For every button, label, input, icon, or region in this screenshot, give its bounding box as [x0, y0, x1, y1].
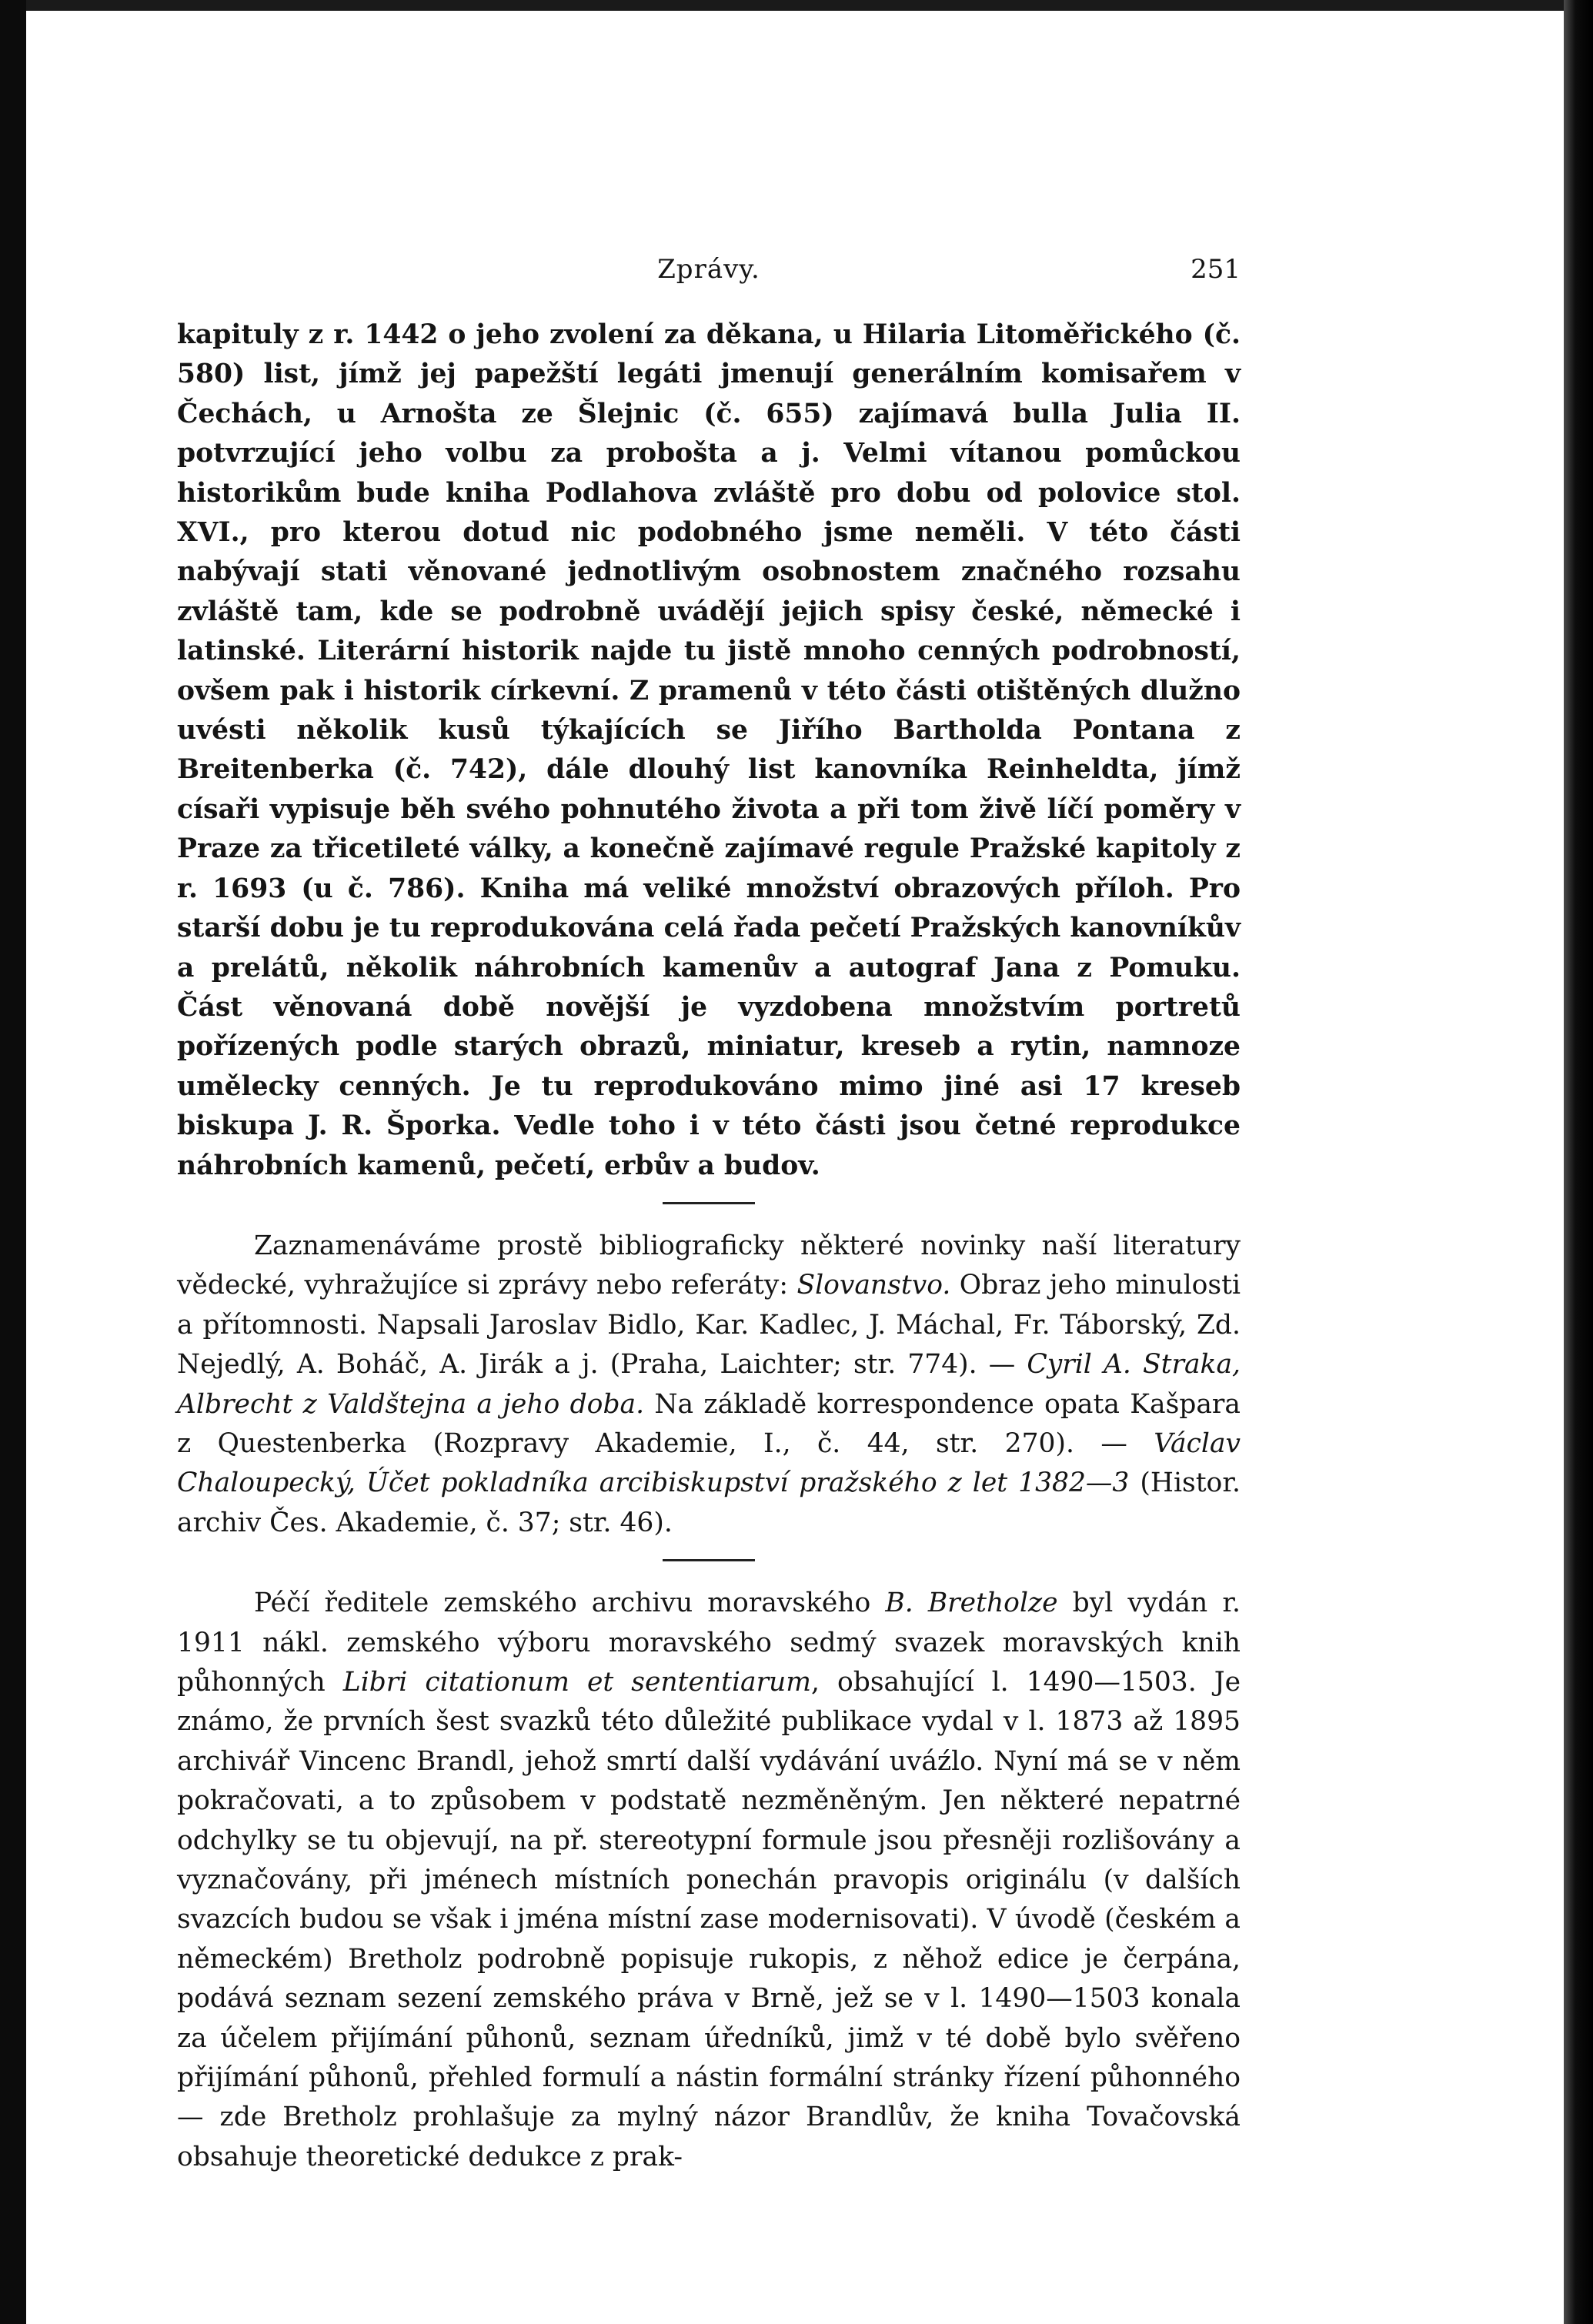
page-number: 251 — [1191, 254, 1241, 285]
section-divider — [663, 1559, 755, 1561]
text-segment: (Histor. archiv Čes. Akademie, č. 37; str. 46). — [177, 1468, 1241, 1538]
text-segment: byl vydán r. 1911 nákl. zemského výboru moravského sedmý svazek moravských knih půhonných — [177, 1588, 1241, 1698]
text-segment: Na základě korrespondence opata Kašpara z Questenberka (Rozpravy Akademie, I., č. 44, str. 270). — — [177, 1388, 1241, 1459]
paragraph-continuation — [177, 316, 1241, 1186]
text-segment: , obsahující l. 1490—1503. Je známo, že prvních šest svazků této důležité publikace vydal v l. 1873 až 1895 archivář Vincenc Brandl, jehož smrtí další vydávání uváźlo. Nyní má se v něm pokračovati, a to způsobem v podstatě nezměněným. Jen některé nepatrné odchylky se tu objevují, na př. stereotypní formule jsou přesněji rozlišovány a vyznačovány, při jménech místních ponechán pravopis originálu (v dalších svazcích budou se však i jména místní zase modernisovati). V úvodě (českém a německém) Bretholz podrobně popisuje rukopis, z něhož edice je čerpána, podává seznam sezení zemského práva v Brně, jež se v l. 1490—1503 konala za účelem přijímání půhonů, seznam úředníků, jimž v té době bylo svěřeno přijímání půhonů, přehled formulí a nástin formální stránky řízení půhonného — zde Bretholz prohlašuje za mylný názor Brandlův, že kniha Tovačovská obsahuje theoretické dedukce z prak- — [177, 1667, 1241, 2172]
page-body — [177, 316, 1241, 2177]
book-title-chaloupecky: Václav Chaloupecký, Účet pokladníka arcibiskupství pražského z let 1382—3 — [177, 1427, 1241, 1499]
paragraph-bibliography — [177, 1227, 1241, 1543]
text-segment: Péčí ředitele zemského archivu moravského — [254, 1588, 886, 1619]
section-divider — [663, 1202, 755, 1204]
scan-border-top — [0, 0, 1593, 11]
book-title-slovanstvo: Slovanstvo. — [796, 1270, 951, 1301]
scan-border-right — [1564, 0, 1593, 2324]
book-title-libri: Libri citationum et sententiarum — [342, 1667, 811, 1698]
text-segment: kapituly z r. 1442 o jeho zvolení za děkana, u Hilaria Litoměřického (č. 580) list, jímž jej papežští legáti jmenují generálním komisařem v Čechách, u Arnošta ze Šlejnic (č. 655) zajímavá bulla Julia II. potvrzující jeho volbu za proboštа a j. Velmi vítanou pomůckou historikům bude kniha Podlahova zvláště pro dobu od polovice stol. XVI., pro kterou dotud nic podobného jsme neměli. V této části nabývají stati věnované jednotlivým osobnostem značného rozsahu zvláště tam, kde se podrobně uvádějí jejich spisy české, německé i latinské. Literární historik najde tu jistě mnoho cenných podrobností, ovšem pak i historik církevní. Z pramenů v této části otištěných dlužno uvésti několik kusů týkajících se Jiřího Bartholda Pontana z Breitenberka (č. 742), dále dlouhý list kanovníka Reinheldta, jímž císaři vypisuje běh svého pohnutého života a při tom živě líčí poměry v Praze za třicetileté války, a konečně zajímavé regule Pražské kapitoly z r. 1693 (u č. 786). Kniha má veliké množství obrazových příloh. Pro starší dobu je tu reprodukována celá řada pečetí Pražských kanovníkův a prelátů, několik náhrobních kamenův a autograf Jana z Pomuku. Část věnovaná době novější je vyzdobena množstvím portretů pořízených podle starých obrazů, miniatur, kreseb a rytin, namnoze umělecky cenných. Je tu reprodukováno mimo jiné asi 17 kreseb biskupa J. R. Šporka. Vedle toho i v této části jsou četné reprodukce náhrobních kamenů, pečetí, erbův a budov. — [177, 319, 1241, 1181]
author-name: B. Bretholze — [885, 1588, 1058, 1619]
text-segment: Obraz jeho minulosti a přítomnosti. Napsali Jaroslav Bidlo, Kar. Kadlec, J. Máchal, Fr. Táborský, Zd. Nejedlý, A. Boháč, A. Jirák a j. (Praha, Laichter; str. 774). — — [177, 1270, 1241, 1381]
running-head: Zprávy. — [657, 254, 760, 285]
paragraph-bretholz — [177, 1584, 1241, 2177]
scan-border-left — [0, 0, 26, 2324]
book-title-straka: Cyril A. Straka, Albrecht z Valdštejna a jeho doba. — [177, 1349, 1241, 1420]
text-segment: Zaznamenáváme prostě bibliograficky některé novinky naší literatury vědecké, vyhražujíce si zprávy nebo referáty: — [177, 1230, 1241, 1301]
page-header — [177, 250, 1241, 289]
